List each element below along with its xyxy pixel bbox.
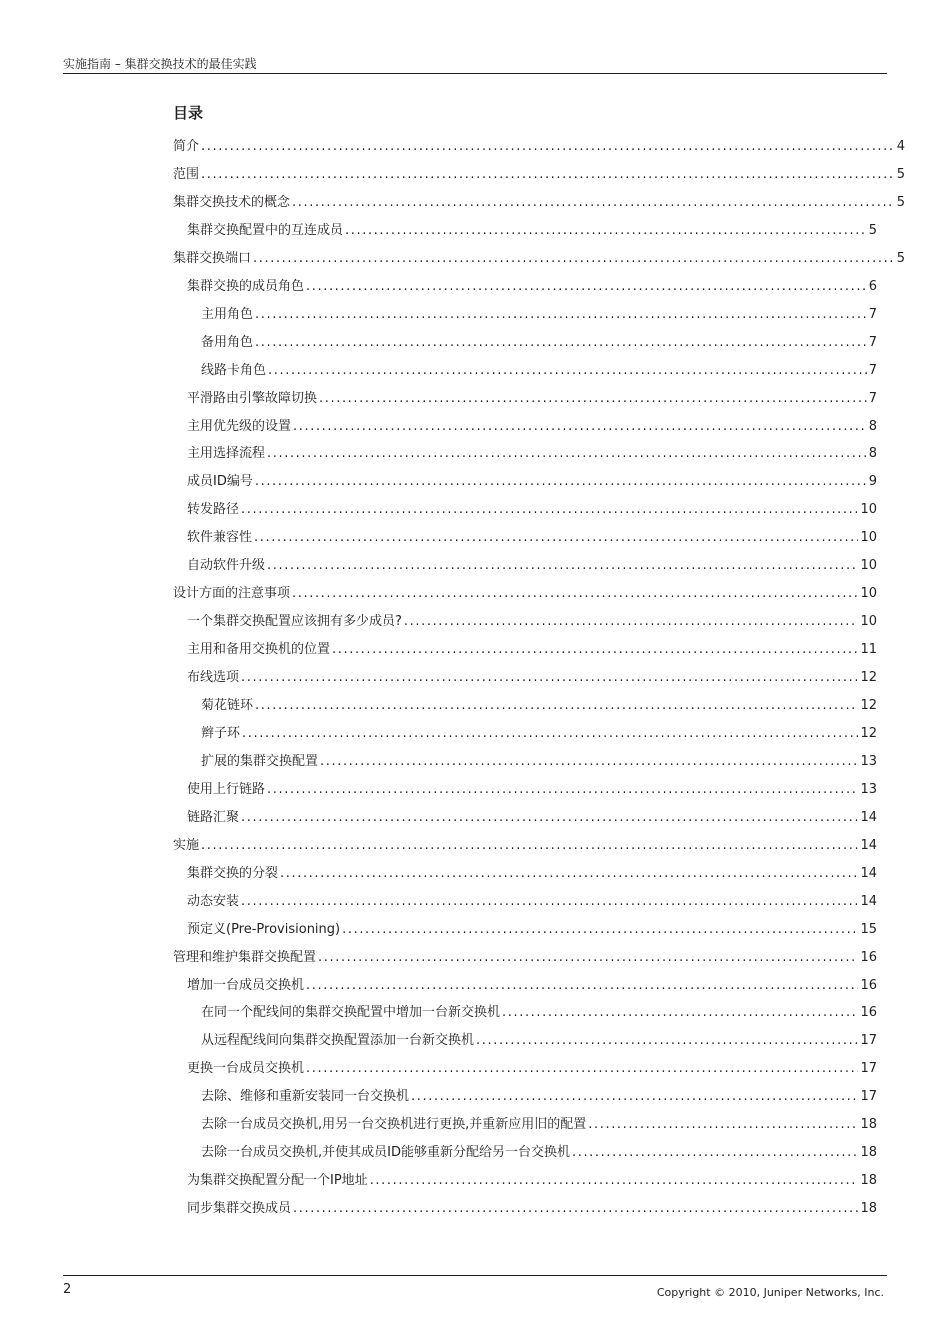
toc-entry[interactable] [187,1197,877,1215]
toc-entry-label: 去除一台成员交换机,并使其成员ID能够重新分配给另一台交换机 [201,1145,570,1161]
toc-entry[interactable] [187,526,877,544]
toc-entry-page: 7 [868,306,877,322]
toc-entry-page: 15 [860,921,877,937]
toc-entry-label: 备用角色 [201,334,254,350]
toc-dot-leader [241,502,858,517]
toc-entry-page: 14 [860,809,877,825]
toc-entry-label: 一个集群交换配置应该拥有多少成员? [187,614,402,630]
toc-dot-leader [201,838,858,853]
toc-entry[interactable] [187,470,877,488]
toc-entry[interactable] [173,247,905,265]
toc-dot-leader [241,810,858,825]
toc-entry[interactable] [201,359,877,377]
toc-entry-label: 平滑路由引擎故障切换 [187,390,318,406]
toc-entry-label: 同步集群交换成员 [187,1201,292,1217]
toc-entry-page: 5 [896,250,905,266]
copyright-notice: Copyright © 2010, Juniper Networks, Inc. [656,1286,884,1299]
toc-entry-page: 14 [860,893,877,909]
toc-entry[interactable] [173,834,877,852]
toc-entry-page: 6 [868,278,877,294]
toc-dot-leader [255,307,867,322]
toc-entry[interactable] [201,331,877,349]
toc-entry[interactable] [187,666,877,684]
toc-entry-page: 10 [860,502,877,518]
toc-entry-label: 为集群交换配置分配一个IP地址 [187,1173,368,1189]
toc-entry[interactable] [173,946,877,964]
toc-entry-page: 16 [860,977,877,993]
toc-entry-page: 5 [896,166,905,182]
toc-entry[interactable] [187,415,877,433]
toc-dot-leader [292,586,858,601]
toc-entry-page: 5 [896,194,905,210]
toc-dot-leader [404,614,859,629]
toc-entry[interactable] [187,610,877,628]
toc-entry-page: 18 [860,1145,877,1161]
toc-entry-page: 16 [860,1005,877,1021]
toc-entry-label: 主用和备用交换机的位置 [187,642,331,658]
page-number: 2 [63,1282,72,1297]
toc-entry[interactable] [187,1169,877,1187]
toc-entry-page: 10 [860,530,877,546]
toc-entry-page: 17 [860,1033,877,1049]
toc-dot-leader [588,1117,858,1132]
toc-entry[interactable] [187,638,877,656]
toc-dot-leader [253,251,895,266]
toc-dot-leader [293,1201,858,1216]
toc-entry-page: 12 [860,725,877,741]
toc-entry-page: 17 [860,1089,877,1105]
toc-entry[interactable] [201,1001,877,1019]
toc-dot-leader [345,223,867,238]
toc-dot-leader [306,978,858,993]
toc-dot-leader [241,670,858,685]
toc-dot-leader [332,642,858,657]
toc-dot-leader [201,139,895,154]
toc-entry-label: 管理和维护集群交换配置 [173,949,317,965]
toc-entry[interactable] [187,387,877,405]
toc-entry-label: 集群交换的成员角色 [187,278,305,294]
toc-entry-page: 7 [868,390,877,406]
toc-entry-label: 在同一个配线间的集群交换配置中增加一台新交换机 [201,1005,501,1021]
toc-dot-leader [255,335,867,350]
toc-dot-leader [572,1145,858,1160]
footer-divider [63,1275,887,1276]
toc-entry[interactable] [173,163,905,181]
toc-entry-label: 辫子环 [201,725,241,741]
toc-entry-label: 增加一台成员交换机 [187,977,305,993]
toc-entry-page: 18 [860,1117,877,1133]
toc-entry-label: 集群交换技术的概念 [173,194,291,210]
toc-entry[interactable] [173,135,905,153]
toc-dot-leader [342,922,858,937]
toc-entry-page: 13 [860,781,877,797]
toc-entry-label: 更换一台成员交换机 [187,1061,305,1077]
toc-entry[interactable] [187,554,877,572]
toc-entry-page: 11 [860,642,877,658]
toc-entry[interactable] [201,303,877,321]
toc-entry-label: 菊花链环 [201,698,254,713]
toc-entry-label: 去除、维修和重新安装同一台交换机 [201,1089,410,1105]
toc-entry[interactable] [201,1029,877,1047]
toc-entry-label: 布线选项 [187,670,240,686]
toc-entry-label: 动态安装 [187,893,240,909]
toc-entry[interactable] [187,974,877,992]
toc-entry-label: 自动软件升级 [187,558,266,574]
toc-dot-leader [255,698,858,713]
toc-dot-leader [267,782,858,797]
toc-dot-leader [267,558,858,573]
toc-entry[interactable] [187,442,877,460]
toc-entry-page: 10 [860,558,877,574]
toc-entry-page: 14 [860,837,877,853]
toc-dot-leader [319,391,867,406]
toc-entry-label: 成员ID编号 [187,474,253,490]
toc-entry-page: 14 [860,865,877,881]
toc-dot-leader [370,1173,859,1188]
toc-entry-page: 12 [860,670,877,686]
toc-entry[interactable] [187,778,877,796]
toc-entry-page: 12 [860,698,877,713]
toc-entry[interactable] [187,498,877,516]
toc-dot-leader [306,279,867,294]
toc-dot-leader [306,1061,858,1076]
toc-entry[interactable] [187,918,877,936]
toc-entry[interactable] [187,219,877,237]
toc-entry[interactable] [187,862,877,880]
toc-entry-label: 去除一台成员交换机,用另一台交换机进行更换,并重新应用旧的配置 [201,1117,587,1133]
toc-entry[interactable] [201,1141,877,1159]
toc-entry-label: 预定义(Pre-Provisioning) [187,921,341,937]
document-title: 实施指南 – 集群交换技术的最佳实践 [63,57,257,71]
toc-heading: 目录 [173,104,204,122]
toc-entry-page: 4 [896,139,905,154]
toc-entry-page: 8 [868,446,877,462]
toc-entry[interactable] [187,890,877,908]
toc-dot-leader [241,894,858,909]
toc-entry-page: 16 [860,949,877,965]
toc-entry[interactable] [187,806,877,824]
toc-dot-leader [502,1005,858,1020]
toc-dot-leader [320,754,858,769]
toc-entry[interactable] [201,722,877,740]
toc-entry-label: 使用上行链路 [187,781,266,797]
toc-entry-page: 7 [868,334,877,350]
toc-entry-label: 集群交换的分裂 [187,865,279,881]
toc-entry-label: 简介 [173,139,200,154]
toc-entry-label: 实施 [173,837,200,853]
toc-dot-leader [255,474,867,489]
toc-entry-label: 主用角色 [201,306,254,322]
toc-entry-label: 范围 [173,166,200,182]
toc-dot-leader [242,726,858,741]
toc-entry[interactable] [201,1113,877,1131]
toc-entry-page: 13 [860,753,877,769]
toc-dot-leader [318,950,858,965]
toc-entry-label: 线路卡角色 [201,362,267,378]
toc-entry[interactable] [201,1085,877,1103]
toc-entry-label: 链路汇聚 [187,809,240,825]
header-divider [63,73,887,74]
toc-entry-label: 从远程配线间向集群交换配置添加一台新交换机 [201,1033,475,1049]
toc-dot-leader [201,167,895,182]
toc-dot-leader [292,195,895,210]
toc-entry-page: 17 [860,1061,877,1077]
toc-entry-label: 主用选择流程 [187,446,266,462]
toc-entry-page: 5 [868,222,877,238]
toc-entry-page: 18 [860,1173,877,1189]
toc-entry-label: 集群交换配置中的互连成员 [187,222,344,238]
toc-dot-leader [476,1033,858,1048]
toc-entry-page: 7 [868,362,877,378]
toc-entry[interactable] [173,582,877,600]
toc-entry-page: 18 [860,1201,877,1217]
toc-dot-leader [267,446,867,461]
toc-entry[interactable] [173,191,905,209]
toc-entry-label: 扩展的集群交换配置 [201,753,319,769]
toc-entry-label: 软件兼容性 [187,530,253,546]
toc-dot-leader [293,419,867,434]
toc-entry-page: 8 [868,418,877,434]
toc-entry-page: 10 [860,586,877,602]
toc-entry-page: 9 [868,474,877,490]
toc-dot-leader [254,530,858,545]
toc-entry[interactable] [201,694,877,712]
toc-dot-leader [280,866,858,881]
toc-entry[interactable] [187,1057,877,1075]
toc-entry[interactable] [201,750,877,768]
toc-entry[interactable] [187,275,877,293]
toc-dot-leader [268,363,867,378]
toc-entry-label: 设计方面的注意事项 [173,586,291,602]
toc-entry-label: 集群交换端口 [173,250,252,266]
toc-dot-leader [411,1089,858,1104]
toc-entry-label: 转发路径 [187,502,240,518]
toc-entry-page: 10 [860,614,877,630]
toc-entry-label: 主用优先级的设置 [187,418,292,434]
